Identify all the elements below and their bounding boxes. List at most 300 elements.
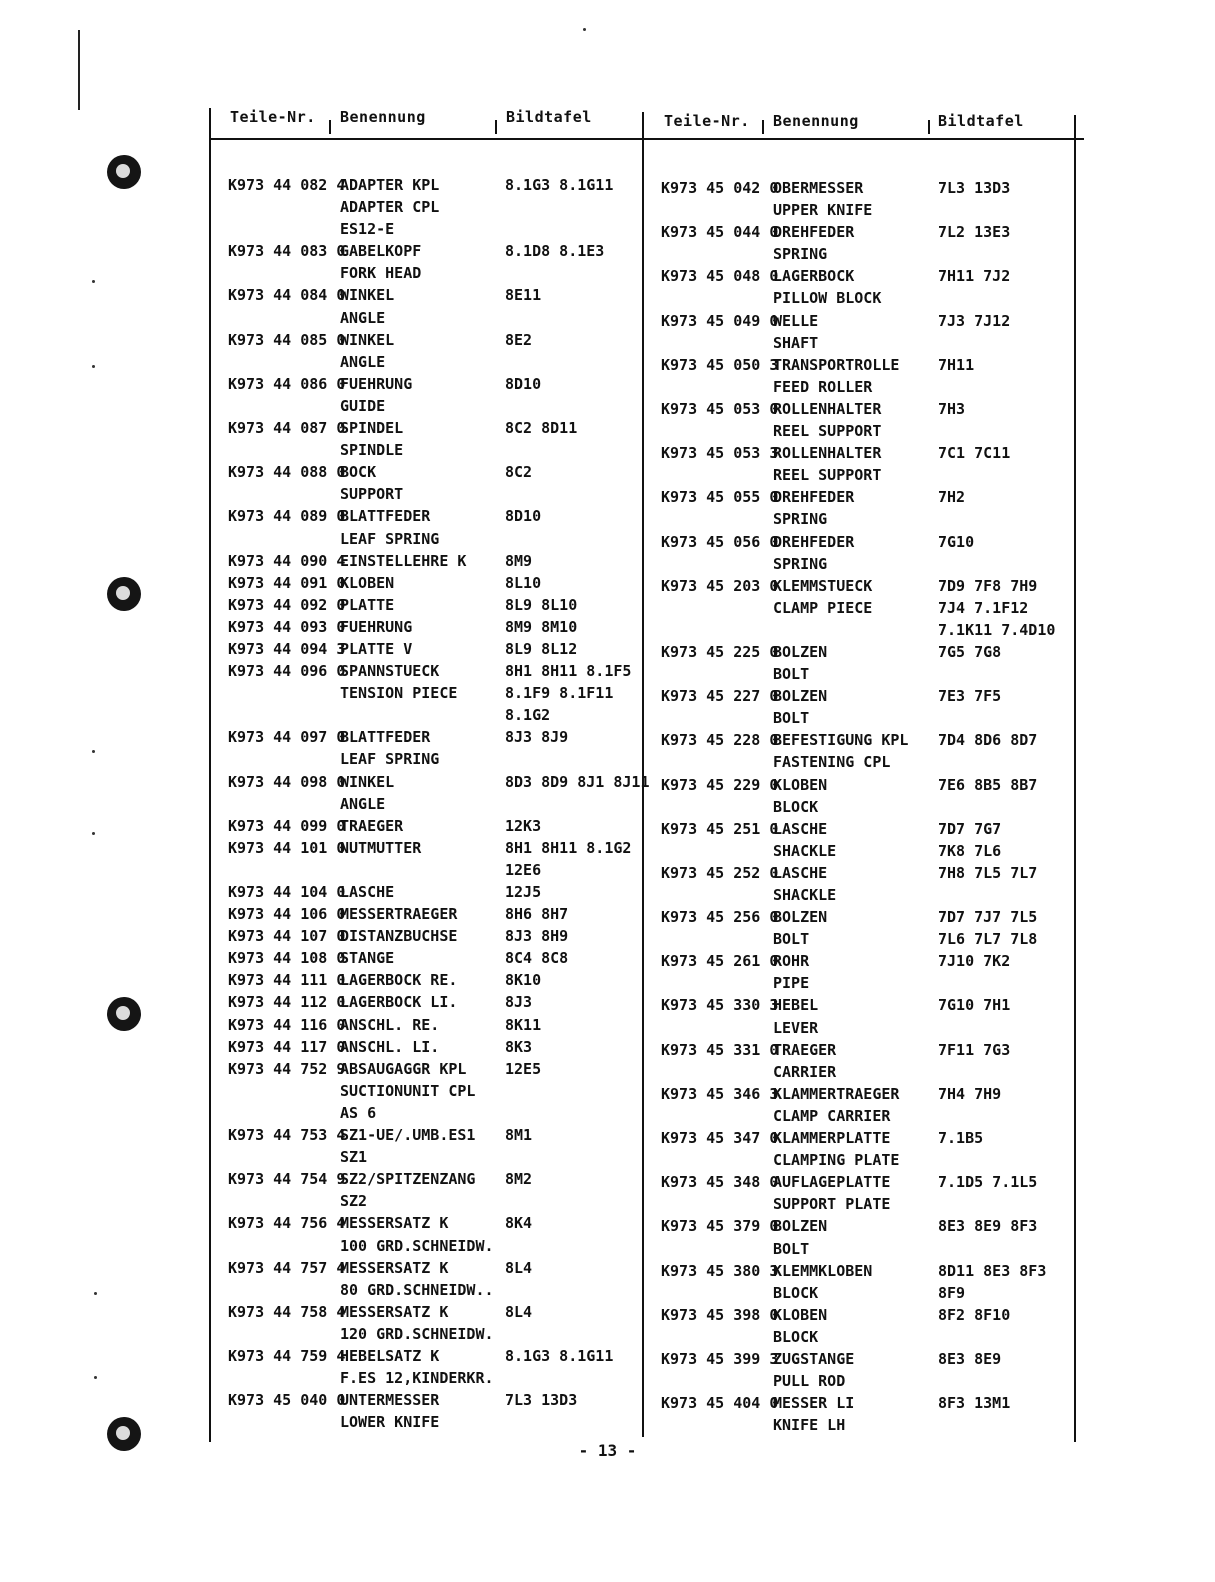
part-number: K973 44 112 0 [228,993,346,1012]
part-description: BOCK [340,463,377,482]
part-description: ADAPTER CPL [340,198,440,217]
speck [92,832,95,835]
list-item [228,616,638,638]
list-item [228,1235,638,1257]
header-benennung-left: Benennung [340,108,426,126]
part-description: BOLT [773,709,810,728]
part-description: BOLZEN [773,642,828,661]
part-number: K973 44 108 0 [228,949,346,968]
list-item [661,442,1071,464]
picture-table-ref: 8D3 8D9 8J1 8J11 [505,772,650,791]
part-description: ABSAUGAGGR KPL [340,1059,467,1078]
list-item [661,1304,1071,1326]
part-description: CLAMPING PLATE [773,1151,900,1170]
list-item [661,685,1071,707]
picture-table-ref: 8D10 [505,374,542,393]
part-description: SPANNSTUECK [340,662,440,681]
part-number: K973 45 348 0 [661,1173,779,1192]
part-description: LAGERBOCK LI. [340,993,458,1012]
part-description: KLOBEN [340,573,395,592]
part-number: K973 45 331 0 [661,1040,779,1059]
picture-table-ref: 8L4 [505,1258,533,1277]
list-item [228,572,638,594]
picture-table-ref: 8M1 [505,1126,533,1145]
part-number: K973 45 042 0 [661,179,779,197]
list-item [228,373,638,395]
part-description: PIPE [773,974,810,993]
picture-table-ref: 8.1G2 [505,706,551,725]
part-description: BOLZEN [773,1217,828,1236]
list-item [228,991,638,1013]
picture-table-ref: 8L10 [505,573,542,592]
part-description: 120 GRD.SCHNEIDW. [340,1324,494,1343]
part-description: ADAPTER KPL [340,176,440,194]
picture-table-ref: 8M9 [505,551,533,570]
list-item [661,1392,1071,1414]
part-description: ROLLENHALTER [773,399,882,418]
speck [92,365,95,368]
part-number: K973 45 399 3 [661,1349,779,1368]
part-number: K973 44 754 9 [228,1170,346,1189]
picture-table-ref: 7H3 [938,399,966,418]
list-item [661,1282,1071,1304]
part-description: FASTENING CPL [773,753,891,772]
header-bildtafel-left: Bildtafel [506,108,592,126]
picture-table-ref: 7J4 7.1F12 [938,598,1029,617]
list-item [228,1080,638,1102]
picture-table-ref: 12E6 [505,860,542,879]
list-item [228,638,638,660]
part-description: SHACKLE [773,886,837,904]
list-item [228,1014,638,1036]
part-description: BOLT [773,1239,810,1258]
part-description: BLATTFEDER [340,507,431,526]
part-number: K973 44 752 9 [228,1059,346,1078]
part-description: SZ2 [340,1192,368,1211]
part-description: UNTERMESSER [340,1391,440,1410]
picture-table-ref: 8M9 8M10 [505,617,578,636]
list-item [228,771,650,793]
list-item [661,928,1071,950]
picture-table-ref: 8D10 [505,507,542,526]
part-description: SHACKLE [773,841,837,860]
part-number: K973 44 089 0 [228,507,346,526]
list-item [661,177,1071,199]
part-number: K973 45 404 0 [661,1394,779,1413]
list-item [661,751,1071,773]
picture-table-ref: 7D7 7J7 7L5 [938,908,1038,927]
part-number: K973 44 117 0 [228,1037,346,1056]
list-item [228,1124,638,1146]
list-item [661,420,1071,442]
list-item [661,310,1071,332]
list-item [228,1367,638,1389]
list-item [661,1017,1071,1039]
list-item [661,1061,1071,1083]
part-description: SUPPORT PLATE [773,1195,891,1214]
list-item [661,1414,1071,1436]
part-description: MESSER LI [773,1394,855,1413]
list-item [228,925,638,947]
part-description: PILLOW BLOCK [773,289,882,308]
list-item [228,1212,638,1234]
part-number: K973 45 379 0 [661,1217,779,1236]
part-description: AS 6 [340,1103,377,1122]
picture-table-ref: 8L9 8L10 [505,595,578,614]
part-description: HEBEL [773,996,819,1015]
list-item [228,240,638,262]
part-description: KNIFE LH [773,1416,846,1435]
part-description: TRANSPORTROLLE [773,355,900,374]
part-description: SUPPORT [340,485,404,504]
part-number: K973 44 090 4 [228,551,346,570]
picture-table-ref: 7K8 7L6 [938,841,1002,860]
picture-table-ref: 8K3 [505,1037,533,1056]
list-item [661,1193,1071,1215]
list-item [228,417,638,439]
part-number: K973 45 228 0 [661,731,779,750]
list-item [228,1058,638,1080]
part-number: K973 45 347 0 [661,1129,779,1148]
list-item [661,1348,1071,1370]
picture-table-ref: 8M2 [505,1170,533,1189]
part-description: MESSERSATZ K [340,1302,449,1321]
part-description: 80 GRD.SCHNEIDW.. [340,1280,494,1299]
picture-table-ref: 7L3 13D3 [938,179,1011,197]
list-item [228,1146,638,1168]
list-item [228,793,638,815]
picture-table-ref: 8C2 8D11 [505,419,578,438]
part-description: ZUGSTANGE [773,1349,855,1368]
picture-table-ref: 7J10 7K2 [938,952,1011,971]
list-item [228,196,638,218]
list-item [661,486,1071,508]
header-separator [762,120,764,134]
header-teile-nr-right: Teile-Nr. [664,112,750,130]
speck [583,28,586,31]
part-number: K973 45 044 0 [661,223,779,242]
picture-table-ref: 7G10 [938,532,975,551]
list-item [228,528,638,550]
list-item [228,284,638,306]
punch-hole-3 [107,997,141,1031]
part-number: K973 45 380 3 [661,1261,779,1280]
list-item [228,1411,638,1433]
picture-table-ref: 8.1D8 8.1E3 [505,242,605,261]
part-description: BOLT [773,930,810,949]
part-description: ANGLE [340,794,386,813]
part-description: LASCHE [773,863,828,882]
picture-table-ref: 8E3 8E9 [938,1349,1002,1368]
picture-table-ref: 8.1F9 8.1F11 [505,684,614,703]
picture-table-ref: 7F11 7G3 [938,1040,1011,1059]
list-item [661,398,1071,420]
part-description: CLAMP CARRIER [773,1106,891,1125]
list-item [661,950,1071,972]
part-description: FUEHRUNG [340,617,413,636]
part-description: SUCTIONUNIT CPL [340,1081,476,1100]
part-number: K973 45 252 0 [661,863,779,882]
part-description: SPINDLE [340,441,404,460]
picture-table-ref: 8K10 [505,971,542,990]
margin-mark [78,30,80,110]
list-item [661,619,1071,641]
picture-table-ref: 7.1D5 7.1L5 [938,1173,1038,1192]
list-item [228,1168,638,1190]
part-number: K973 44 756 4 [228,1214,346,1233]
part-number: K973 45 229 0 [661,775,779,794]
part-description: ES12-E [340,220,395,239]
list-item [228,1279,638,1301]
picture-table-ref: 8F9 [938,1283,966,1302]
list-item [228,1389,638,1411]
part-description: GABELKOPF [340,242,422,261]
picture-table-ref: 7H2 [938,488,966,507]
part-number: K973 45 256 0 [661,908,779,927]
list-item [661,1238,1071,1260]
list-item [661,265,1071,287]
part-description: DREHFEDER [773,532,855,551]
part-description: KLAMMERTRAEGER [773,1084,900,1103]
list-item [228,505,638,527]
part-description: TENSION PIECE [340,684,458,703]
part-description: BLOCK [773,797,819,816]
speck [92,280,95,283]
picture-table-ref: 7G10 7H1 [938,996,1011,1015]
list-item [228,704,638,726]
list-item [661,862,1071,884]
part-description: BEFESTIGUNG KPL [773,731,909,750]
list-item [228,483,638,505]
part-description: ANGLE [340,352,386,371]
part-description: UPPER KNIFE [773,201,873,220]
list-item [661,1039,1071,1061]
header-benennung-right: Benennung [773,112,859,130]
part-number: K973 44 084 0 [228,286,346,305]
list-item [661,1326,1071,1348]
part-description: DREHFEDER [773,223,855,242]
picture-table-ref: 8C2 [505,463,533,482]
part-number: K973 45 053 3 [661,444,779,463]
part-number: K973 45 330 3 [661,996,779,1015]
part-description: KLOBEN [773,1305,828,1324]
picture-table-ref: 7D4 8D6 8D7 [938,731,1038,750]
list-item [228,837,638,859]
table-right-border [1074,115,1076,1442]
picture-table-ref: 8.1G3 8.1G11 [505,176,614,194]
list-item [661,1215,1071,1237]
part-description: LEVER [773,1018,819,1037]
list-item [661,1127,1071,1149]
picture-table-ref: 7H8 7L5 7L7 [938,863,1038,882]
part-number: K973 45 398 0 [661,1305,779,1324]
part-number: K973 44 086 0 [228,374,346,393]
part-number: K973 45 251 0 [661,819,779,838]
list-item [661,796,1071,818]
part-number: K973 44 094 3 [228,639,346,658]
list-item [228,1257,638,1279]
part-number: K973 45 056 0 [661,532,779,551]
page-number: - 13 - [578,1441,637,1460]
list-item [228,439,638,461]
part-description: SPRING [773,510,828,529]
list-item [228,859,638,881]
part-description: KLAMMERPLATTE [773,1129,891,1148]
part-number: K973 44 083 0 [228,242,346,261]
list-item [661,1260,1071,1282]
part-number: K973 44 757 4 [228,1258,346,1277]
part-number: K973 44 107 0 [228,927,346,946]
speck [94,1376,97,1379]
part-description: CLAMP PIECE [773,598,873,617]
part-description: DISTANZBUCHSE [340,927,458,946]
list-item [661,376,1071,398]
picture-table-ref: 8H1 8H11 8.1F5 [505,662,632,681]
part-description: PLATTE V [340,639,413,658]
picture-table-ref: 8H6 8H7 [505,905,569,924]
part-description: HEBELSATZ K [340,1346,440,1365]
picture-table-ref: 8E3 8E9 8F3 [938,1217,1038,1236]
list-item [661,1370,1071,1392]
part-number: K973 44 099 0 [228,816,346,835]
part-description: SPINDEL [340,419,404,438]
list-item [228,174,638,196]
list-item [228,903,638,925]
list-item [661,818,1071,840]
part-description: PLATTE [340,595,395,614]
part-description: LEAF SPRING [340,750,440,769]
part-description: BLOCK [773,1283,819,1302]
part-description: F.ES 12,KINDERKR. [340,1369,494,1388]
part-description: FUEHRUNG [340,374,413,393]
list-item [228,1323,638,1345]
part-description: SPRING [773,245,828,264]
list-item [661,597,1071,619]
list-item [228,395,638,417]
picture-table-ref: 7D9 7F8 7H9 [938,576,1038,595]
part-description: WINKEL [340,330,395,349]
punch-hole-2 [107,577,141,611]
list-item [228,1301,638,1323]
part-description: KLEMMSTUECK [773,576,873,595]
part-description: ROLLENHALTER [773,444,882,463]
part-description: LAGERBOCK RE. [340,971,458,990]
list-item [228,461,638,483]
part-description: REEL SUPPORT [773,422,882,441]
picture-table-ref: 12E5 [505,1059,542,1078]
part-number: K973 45 055 0 [661,488,779,507]
picture-table-ref: 7.1K11 7.4D10 [938,620,1056,639]
list-item [228,947,638,969]
part-description: WINKEL [340,286,395,305]
part-number: K973 45 049 0 [661,311,779,330]
list-item [661,884,1071,906]
header-separator [928,120,930,134]
part-description: BOLZEN [773,908,828,927]
picture-table-ref: 8K4 [505,1214,533,1233]
header-teile-nr-left: Teile-Nr. [230,108,316,126]
part-description: OBERMESSER [773,179,864,197]
part-description: LAGERBOCK [773,267,855,286]
part-description: ANSCHL. RE. [340,1015,440,1034]
part-number: K973 45 040 0 [228,1391,346,1410]
list-item [228,881,638,903]
part-description: FORK HEAD [340,264,422,283]
list-item [661,332,1071,354]
list-item [228,748,638,770]
list-item [661,641,1071,663]
part-number: K973 44 082 4 [228,176,346,194]
part-description: SZ2/SPITZENZANG [340,1170,476,1189]
part-description: TRAEGER [773,1040,837,1059]
list-item [661,972,1071,994]
header-bildtafel-right: Bildtafel [938,112,1024,130]
list-item [661,663,1071,685]
picture-table-ref: 7E3 7F5 [938,687,1002,706]
list-item [661,354,1071,376]
picture-table-ref: 8L4 [505,1302,533,1321]
picture-table-ref: 8J3 8J9 [505,728,569,747]
list-item [661,287,1071,309]
part-description: PULL ROD [773,1372,846,1391]
speck [94,1292,97,1295]
list-item [228,218,638,240]
list-item [228,1345,638,1367]
part-number: K973 45 346 3 [661,1084,779,1103]
list-item [661,1149,1071,1171]
part-description: DREHFEDER [773,488,855,507]
list-item [228,682,638,704]
picture-table-ref: 12J5 [505,883,542,901]
picture-table-ref: 7H4 7H9 [938,1084,1002,1103]
part-description: WELLE [773,311,819,330]
part-number: K973 45 053 0 [661,399,779,418]
list-item [661,1083,1071,1105]
picture-table-ref: 7G5 7G8 [938,642,1002,661]
list-item [228,726,638,748]
part-number: K973 45 261 0 [661,952,779,971]
list-item [661,553,1071,575]
list-item [661,840,1071,862]
part-number: K973 44 116 0 [228,1015,346,1034]
part-description: MESSERSATZ K [340,1258,449,1277]
part-number: K973 44 098 0 [228,772,346,791]
picture-table-ref: 7J3 7J12 [938,311,1011,330]
list-item [228,1190,638,1212]
header-separator [329,120,331,134]
part-number: K973 44 088 0 [228,463,346,482]
part-number: K973 44 085 0 [228,330,346,349]
part-description: TRAEGER [340,816,404,835]
part-description: BOLT [773,665,810,684]
list-item [661,221,1071,243]
part-description: GUIDE [340,396,386,415]
list-item [661,464,1071,486]
part-description: BLATTFEDER [340,728,431,747]
list-item [661,707,1071,729]
part-description: STANGE [340,949,395,968]
picture-table-ref: 8F2 8F10 [938,1305,1011,1324]
list-item [661,906,1071,928]
picture-table-ref: 8D11 8E3 8F3 [938,1261,1047,1280]
parts-list-right [661,177,1071,1436]
part-description: LOWER KNIFE [340,1413,440,1432]
part-description: KLEMMKLOBEN [773,1261,873,1280]
list-item [228,307,638,329]
part-description: SZ1-UE/.UMB.ES1 [340,1126,476,1145]
picture-table-ref: 7.1B5 [938,1129,984,1148]
part-description: ROHR [773,952,810,971]
